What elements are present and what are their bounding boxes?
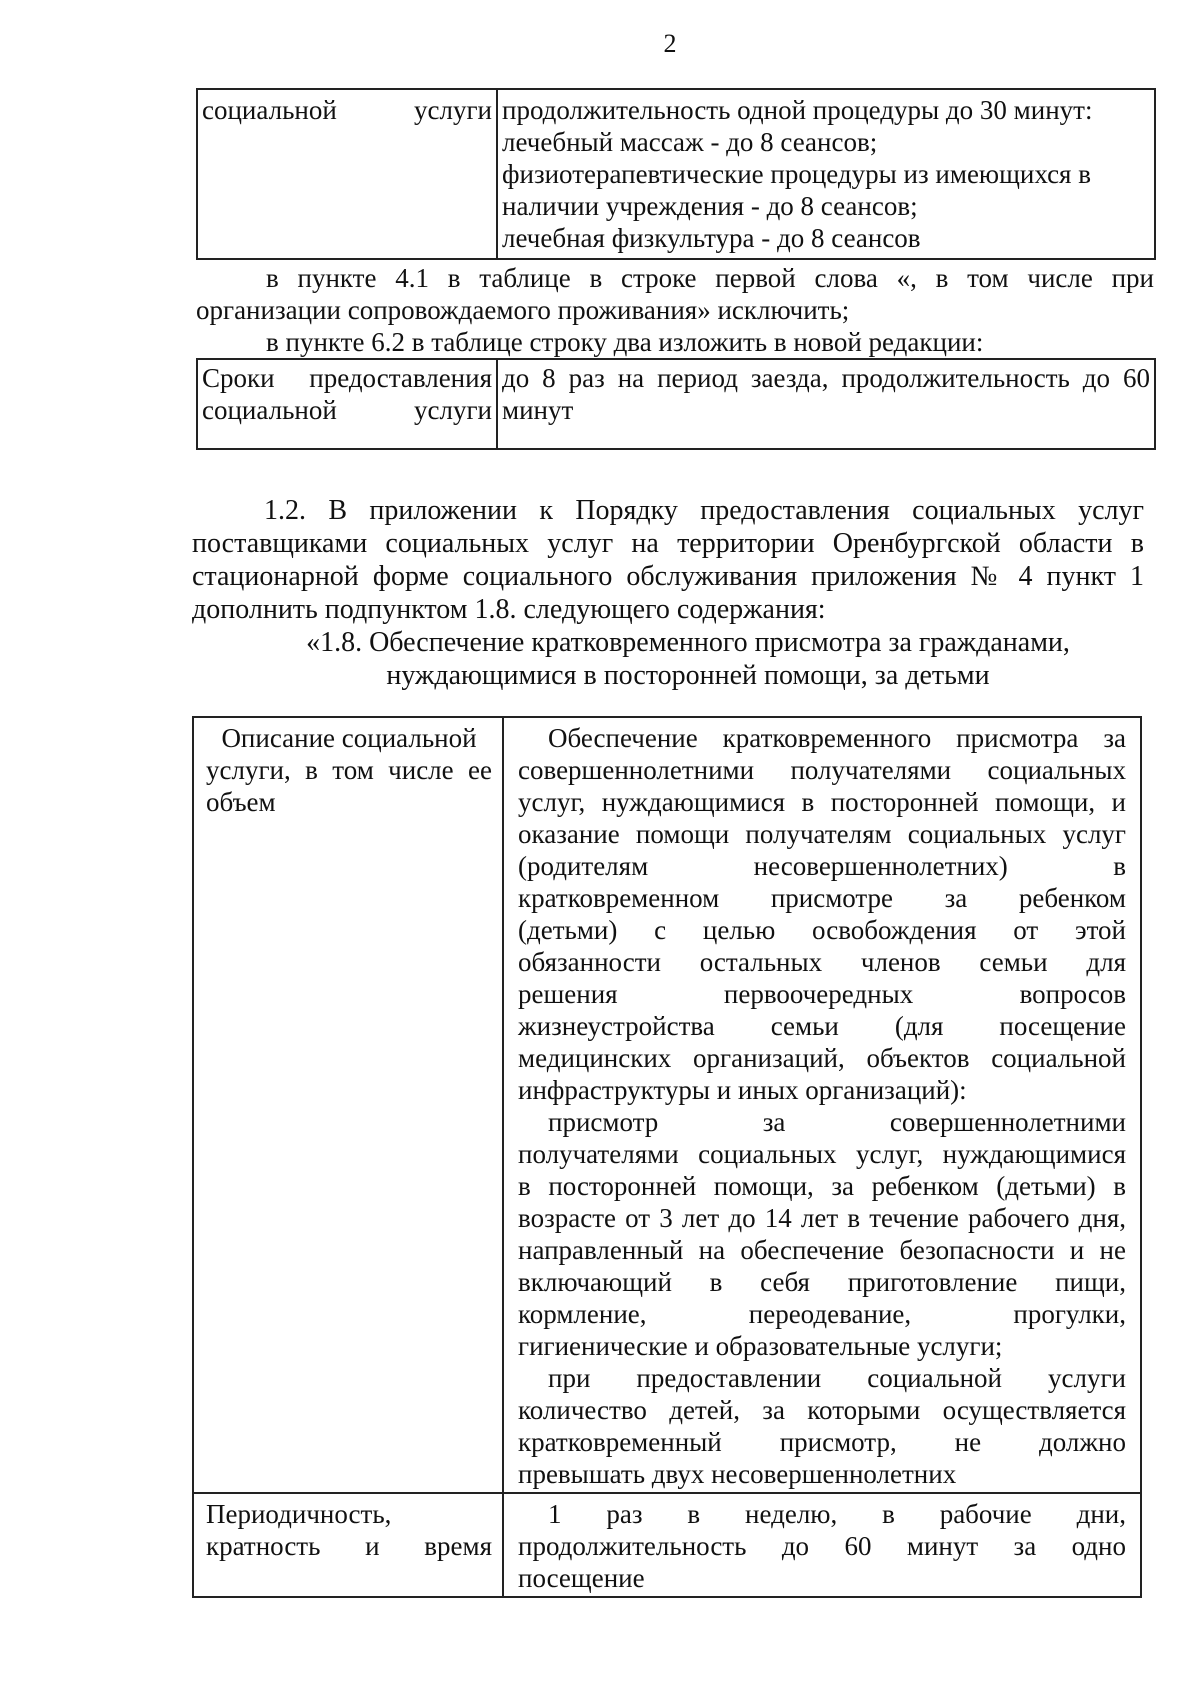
amendment-paragraph bbox=[196, 262, 1154, 358]
cell-line: количество детей, за которыми осуществляется bbox=[518, 1395, 1126, 1425]
cell-line: Обеспечение кратковременного присмотра за bbox=[548, 723, 1126, 753]
cell-line: обязанности остальных членов семьи для bbox=[518, 947, 1126, 977]
cell-line: возрасте от 3 лет до 14 лет в течение рабочего дня, bbox=[518, 1203, 1126, 1233]
cell-line: совершеннолетними получателями социальных bbox=[518, 755, 1126, 785]
cell-line: Описание социальной bbox=[221, 723, 477, 753]
table-cell-left bbox=[193, 1493, 503, 1597]
cell-line: включающий в себя приготовление пищи, bbox=[518, 1267, 1126, 1297]
service-description-table bbox=[192, 716, 1142, 1598]
table-cell-left bbox=[193, 717, 503, 1493]
cell-line: присмотр за совершеннолетними bbox=[548, 1107, 1126, 1137]
cell-line: социальной услуги bbox=[202, 395, 492, 425]
cell-line: лечебная физкультура - до 8 сеансов bbox=[502, 223, 921, 253]
cell-line: кратность и время bbox=[206, 1531, 492, 1561]
table-cell-left bbox=[197, 89, 497, 259]
cell-paragraph bbox=[518, 1106, 1126, 1362]
table-row bbox=[193, 717, 1141, 1493]
paragraph-line: в пункте 4.1 в таблице в строке первой слова «, в том числе при bbox=[266, 263, 1154, 293]
table-row bbox=[197, 359, 1155, 449]
cell-line: Периодичность, bbox=[206, 1499, 392, 1529]
cell-line: Сроки предоставления bbox=[202, 363, 492, 393]
cell-line: (детьми) с целью освобождения от этой bbox=[518, 915, 1126, 945]
cell-line: услуг, нуждающимися в посторонней помощи, и bbox=[518, 787, 1126, 817]
cell-line: наличии учреждения - до 8 сеансов; bbox=[502, 191, 918, 221]
cell-line: в посторонней помощи, за ребенком (детьми) в bbox=[518, 1171, 1126, 1201]
cell-line: объем bbox=[206, 787, 276, 817]
cell-line: при предоставлении социальной услуги bbox=[548, 1363, 1126, 1393]
services-table-continued bbox=[196, 88, 1156, 260]
cell-line: минут bbox=[502, 395, 574, 425]
cell-line: гигиенические и образовательные услуги; bbox=[518, 1331, 1003, 1361]
cell-line: кратковременный присмотр, не должно bbox=[518, 1427, 1126, 1457]
cell-line: лечебный массаж - до 8 сеансов; bbox=[502, 127, 878, 157]
cell-line: кормление, переодевание, прогулки, bbox=[518, 1299, 1126, 1329]
table-cell-right bbox=[497, 89, 1155, 259]
paragraph-line: 1.2. В приложении к Порядку предоставления социальных услуг bbox=[264, 495, 1144, 526]
cell-line: кратковременном присмотре за ребенком bbox=[518, 883, 1126, 913]
cell-line: услуги, в том числе ее bbox=[206, 755, 492, 785]
table-cell-right bbox=[503, 717, 1141, 1493]
table-row bbox=[197, 89, 1155, 259]
paragraph-line: дополнить подпунктом 1.8. следующего содержания: bbox=[192, 594, 826, 625]
services-table-row-two bbox=[196, 358, 1156, 450]
section-1-2-paragraph bbox=[192, 494, 1144, 692]
cell-line: до 8 раз на период заезда, продолжительность до 60 bbox=[502, 363, 1150, 393]
cell-line: 1 раз в неделю, в рабочие дни, bbox=[548, 1499, 1126, 1529]
cell-line: получателями социальных услуг, нуждающимися bbox=[518, 1139, 1126, 1169]
cell-text: социальной услуги bbox=[202, 95, 492, 125]
cell-line: продолжительность одной процедуры до 30 минут: bbox=[502, 95, 1093, 125]
table-row bbox=[193, 1493, 1141, 1597]
cell-line: инфраструктуры и иных организаций): bbox=[518, 1075, 967, 1105]
cell-line: продолжительность до 60 минут за одно bbox=[518, 1531, 1126, 1561]
table-cell-right bbox=[497, 359, 1155, 449]
cell-line: физиотерапевтические процедуры из имеющихся в bbox=[502, 159, 1091, 189]
cell-line: посещение bbox=[518, 1563, 645, 1593]
paragraph-line: организации сопровождаемого проживания» исключить; bbox=[196, 295, 850, 325]
cell-paragraph bbox=[518, 722, 1126, 1106]
paragraph-line: стационарной форме социального обслуживания приложения № 4 пункт 1 bbox=[192, 561, 1144, 592]
table-cell-right bbox=[503, 1493, 1141, 1597]
cell-paragraph bbox=[518, 1498, 1126, 1594]
cell-line: решения первоочередных вопросов bbox=[518, 979, 1126, 1009]
subsection-heading: нуждающимися в посторонней помощи, за детьми bbox=[386, 660, 990, 691]
paragraph-line: поставщиками социальных услуг на территории Оренбургской области в bbox=[192, 528, 1144, 559]
cell-line: медицинских организаций, объектов социальной bbox=[518, 1043, 1126, 1073]
cell-line: (родителям несовершеннолетних) в bbox=[518, 851, 1126, 881]
cell-line: оказание помощи получателям социальных услуг bbox=[518, 819, 1126, 849]
cell-line: превышать двух несовершеннолетних bbox=[518, 1459, 957, 1489]
subsection-heading: «1.8. Обеспечение кратковременного присмотра за гражданами, bbox=[306, 627, 1070, 658]
cell-line: направленный на обеспечение безопасности и не bbox=[518, 1235, 1126, 1265]
page-number: 2 bbox=[663, 29, 677, 58]
cell-line: жизнеустройства семьи (для посещение bbox=[518, 1011, 1126, 1041]
table-cell-left bbox=[197, 359, 497, 449]
paragraph-line: в пункте 6.2 в таблице строку два изложить в новой редакции: bbox=[266, 327, 984, 357]
cell-paragraph bbox=[518, 1362, 1126, 1490]
